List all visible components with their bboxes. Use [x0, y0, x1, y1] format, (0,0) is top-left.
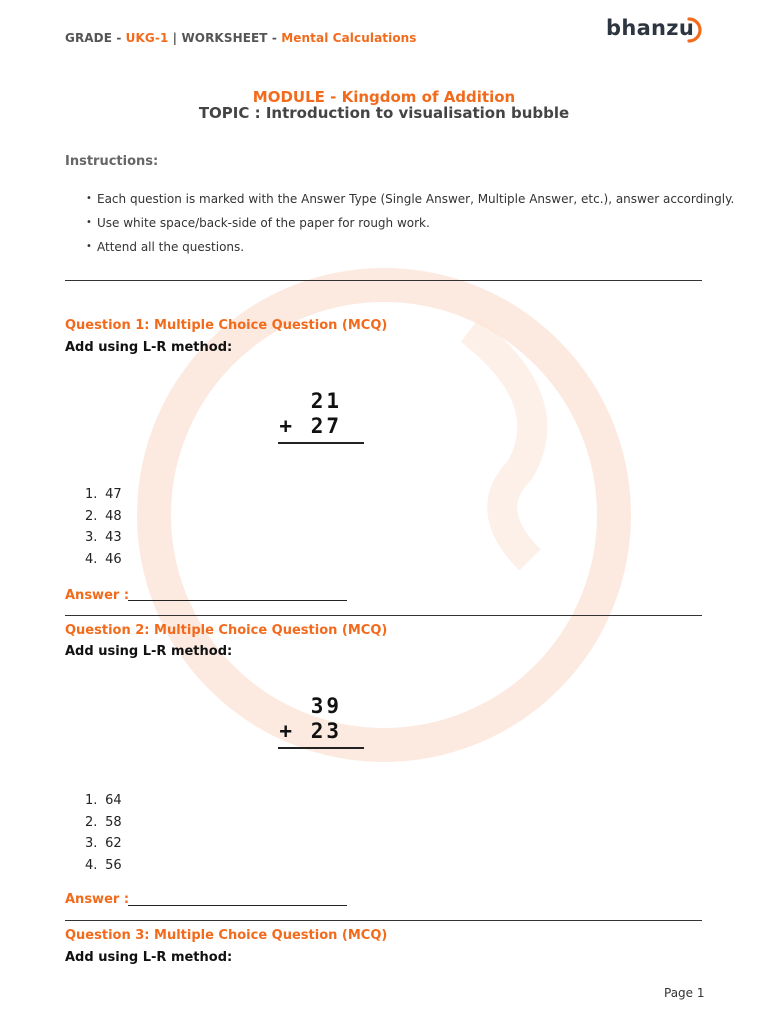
subject-name: Mental Calculations — [281, 31, 417, 45]
question-2-bottom-number: + 23 — [279, 719, 342, 743]
instructions-title: Instructions: — [65, 154, 159, 169]
option-item[interactable]: 3. 43 — [85, 530, 122, 545]
question-2-prompt: Add using L-R method: — [65, 644, 233, 659]
section-divider — [65, 615, 702, 616]
instruction-item: • Use white space/back-side of the paper for rough work. — [86, 215, 734, 239]
page-number: Page 1 — [664, 986, 705, 1000]
sum-line — [278, 442, 364, 444]
instructions-list — [86, 191, 734, 263]
bhanzu-logo — [606, 14, 706, 46]
bhanzu-arc-logo-icon — [686, 16, 706, 44]
option-item[interactable]: 4. 56 — [85, 857, 122, 873]
instruction-item: • Each question is marked with the Answer Type (Single Answer, Multiple Answer, etc.), answer accordingly. — [86, 191, 734, 215]
option-item[interactable]: 2. 48 — [85, 508, 122, 524]
option-item[interactable]: 2. 58 — [85, 814, 122, 830]
option-item[interactable]: 4. 46 — [85, 551, 122, 567]
question-3-prompt: Add using L-R method: — [65, 950, 233, 965]
question-1-prompt: Add using L-R method: — [65, 340, 233, 355]
instruction-item: • Attend all the questions. — [86, 239, 734, 263]
option-item[interactable]: 1. 47 — [85, 487, 122, 502]
question-1-options — [85, 486, 122, 572]
question-2-options — [85, 792, 122, 878]
question-2-answer-label: Answer : — [65, 892, 130, 907]
section-divider — [65, 920, 702, 921]
grade-label: GRADE - — [65, 31, 126, 45]
worksheet-separator: | WORKSHEET - — [168, 31, 282, 45]
section-divider — [65, 280, 702, 281]
question-1-top-number: 21 — [310, 389, 342, 413]
question-3-title: Question 3: Multiple Choice Question (MCQ) — [65, 928, 388, 943]
question-2-top-number: 39 — [310, 694, 342, 718]
grade-value: UKG-1 — [125, 31, 169, 45]
sum-line — [278, 747, 364, 749]
question-1-title: Question 1: Multiple Choice Question (MCQ) — [65, 318, 388, 333]
logo-text: bhanzu — [606, 16, 695, 40]
module-title: MODULE - Kingdom of Addition — [252, 88, 516, 106]
question-1-bottom-number: + 27 — [279, 414, 342, 438]
question-2-answer-field[interactable] — [128, 905, 347, 906]
topic-title: TOPIC : Introduction to visualisation bubble — [198, 104, 570, 122]
question-1-answer-field[interactable] — [128, 600, 347, 601]
worksheet-header — [65, 31, 417, 45]
question-2-title: Question 2: Multiple Choice Question (MCQ) — [65, 623, 388, 638]
question-1-answer-label: Answer : — [65, 588, 130, 603]
option-item[interactable]: 3. 62 — [85, 836, 122, 851]
option-item[interactable]: 1. 64 — [85, 793, 122, 808]
